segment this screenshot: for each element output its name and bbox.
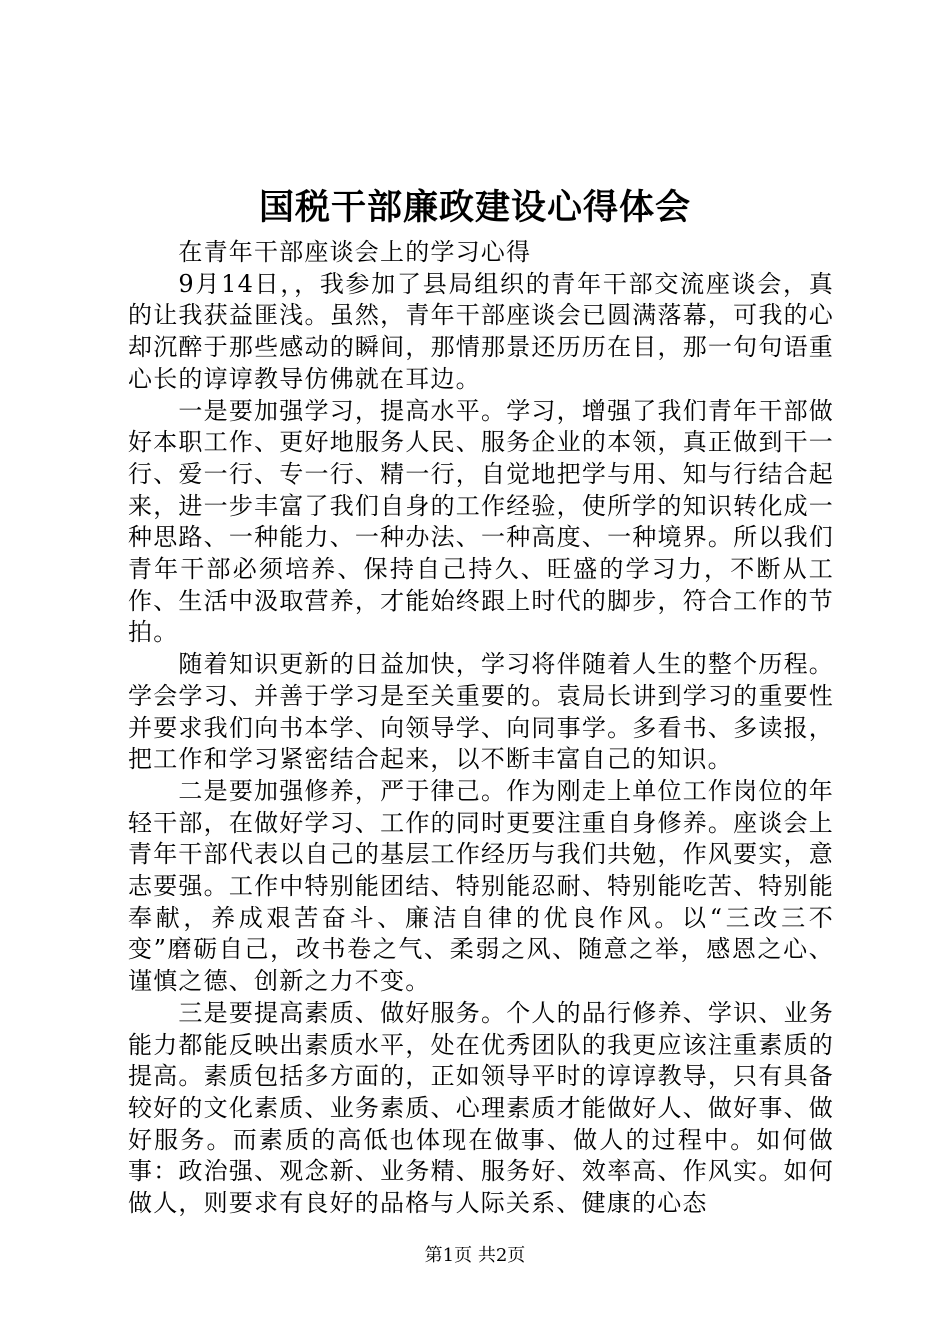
document-title: 国税干部廉政建设心得体会 <box>258 187 691 228</box>
paragraph-point-three: 三是要提高素质、做好服务。个人的品行修养、学识、业务能力都能反映出素质水平，处在优秀团队的我更应该注重素质的提高。素质包括多方面的，正如领导平时的谆谆教导，只有具备较好的文化素质、业务素质、心理素质才能做好人、做好事、做好服务。而素质的高低也体现在做事、做人的过程中。如何做事：政治强、观念新、业务精、服务好、效率高、作风实。如何做人，则要求有良好的品格与人际关系、健康的心态 <box>128 998 834 1218</box>
paragraph-point-one: 一是要加强学习，提高水平。学习，增强了我们青年干部做好本职工作、更好地服务人民、服务企业的本领，真正做到干一行、爱一行、专一行、精一行，自觉地把学与用、知与行结合起来，进一步丰富了我们自身的工作经验，使所学的知识转化成一种思路、一种能力、一种办法、一种高度、一种境界。所以我们青年干部必须培养、保持自己持久、旺盛的学习力，不断从工作、生活中汲取营养，才能始终跟上时代的脚步，符合工作的节拍。 <box>128 396 834 647</box>
paragraph-point-two: 二是要加强修养，严于律己。作为刚走上单位工作岗位的年轻干部，在做好学习、工作的同时更要注重自身修养。座谈会上青年干部代表以自己的基层工作经历与我们共勉，作风要实，意志要强。工作中特别能团结、特别能忍耐、特别能吃苦、特别能奉献，养成艰苦奋斗、廉洁自律的优良作风。以“三改三不变”磨砺自己，改书卷之气、柔弱之风、随意之举，感恩之心、谨慎之德、创新之力不变。 <box>128 776 834 996</box>
document-body <box>128 237 834 1220</box>
paragraph-learning: 随着知识更新的日益加快，学习将伴随着人生的整个历程。学会学习、并善于学习是至关重要的。袁局长讲到学习的重要性并要求我们向书本学、向领导学、向同事学。多看书、多读报，把工作和学习紧密结合起来，以不断丰富自己的知识。 <box>128 650 834 774</box>
paragraph-intro: 9月14日，，我参加了县局组织的青年干部交流座谈会，真的让我获益匪浅。虽然，青年干部座谈会已圆满落幕，可我的心却沉醉于那些感动的瞬间，那情那景还历历在目，那一句句语重心长的谆谆教导仿佛就在耳边。 <box>128 269 834 393</box>
page-number-footer: 第1页 共2页 <box>424 1245 526 1266</box>
paragraph-subtitle: 在青年干部座谈会上的学习心得 <box>178 238 532 266</box>
